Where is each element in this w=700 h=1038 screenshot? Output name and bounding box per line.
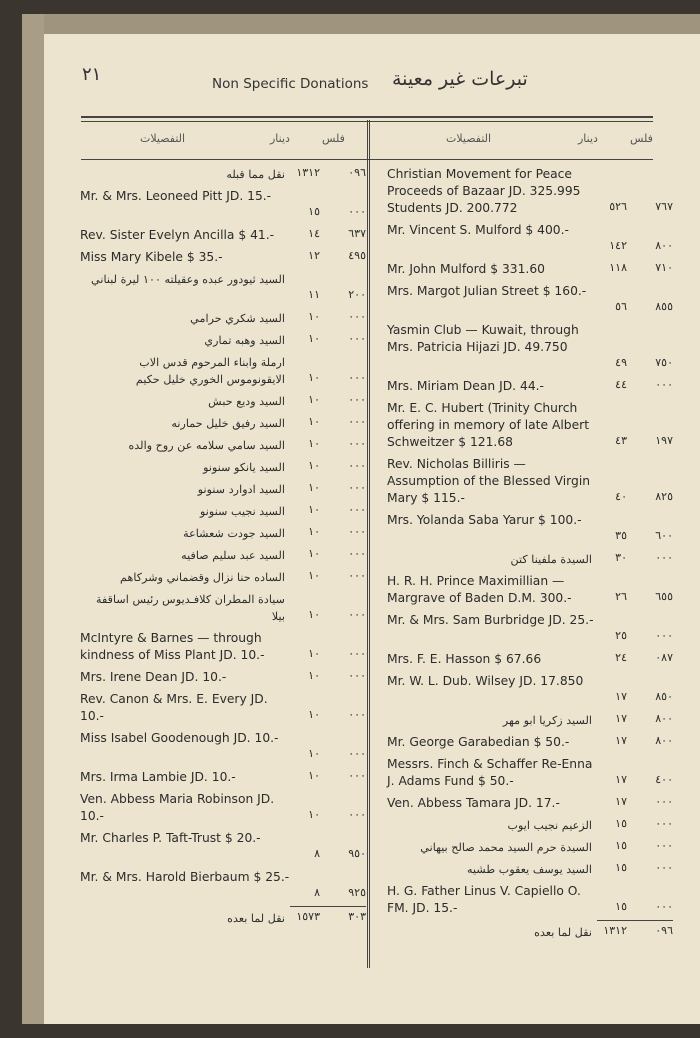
donor-label: Rev. Canon & Mrs. E. Every JD. 10.-: [80, 692, 268, 723]
dinar-amount: ١٠: [308, 393, 320, 406]
dinar-amount: ١٤٢: [609, 239, 627, 252]
dinar-amount: ٣٥: [615, 529, 627, 542]
donor-label: Mrs. Miriam Dean JD. 44.-: [387, 379, 544, 393]
left-header-dinar: دينار: [578, 132, 598, 145]
donor-label: السيد ثيودور عبده وعقيلته ١٠٠ ليرة لبناني: [91, 273, 285, 286]
fils-amount: ٠٠٠: [348, 669, 366, 682]
donation-row: [387, 261, 675, 278]
dinar-amount: ١٠: [308, 647, 320, 660]
donor-label: Mr. W. L. Dub. Wilsey JD. 17.850: [387, 674, 584, 688]
donation-row: [387, 400, 675, 451]
header-rule-thick: [81, 116, 653, 118]
donation-row: [387, 551, 675, 568]
donation-row: [387, 283, 675, 317]
fils-amount: ٨٥٥: [655, 300, 673, 313]
donation-row: [80, 459, 368, 476]
donation-row: [80, 730, 368, 764]
dinar-amount: ١٠: [308, 569, 320, 582]
donor-label: Yasmin Club — Kuwait, through Mrs. Patricia Hijazi JD. 49.750: [387, 323, 579, 354]
donation-row: [80, 830, 368, 864]
dinar-amount: ١٥: [615, 900, 627, 913]
dinar-amount: ١٧: [615, 795, 627, 808]
dinar-amount: ١٠: [308, 332, 320, 345]
donor-label: H. G. Father Linus V. Capiello O. FM. JD. 15.-: [387, 884, 581, 915]
donor-label: السيد يوسف يعقوب طشيه: [466, 863, 592, 876]
donor-label: السيد عبد سليم صافيه: [181, 549, 285, 562]
donation-row: [387, 222, 675, 256]
dinar-amount: ١٠: [308, 525, 320, 538]
total-dinar: ١٣١٢: [603, 924, 627, 937]
fils-amount: ٠٩٦: [348, 166, 366, 179]
donor-label: Mrs. Irene Dean JD. 10.-: [80, 670, 227, 684]
book-spine: [22, 14, 45, 1024]
dinar-amount: ١٠: [308, 415, 320, 428]
fils-amount: ٠٠٠: [348, 769, 366, 782]
fils-amount: ٠٠٠: [348, 647, 366, 660]
dinar-amount: ١٠: [308, 371, 320, 384]
fils-amount: ٠٠٠: [655, 378, 673, 391]
fils-amount: ٨٠٠: [655, 712, 673, 725]
donor-label: Mrs. Irma Lambie JD. 10.-: [80, 770, 236, 784]
donor-label: السيد زكريا ابو مهر: [502, 714, 592, 727]
dinar-amount: ١٠: [308, 808, 320, 821]
carried-forward-row: [387, 924, 675, 941]
donor-label: Mr. & Mrs. Harold Bierbaum $ 25.-: [80, 870, 290, 884]
donor-label: Rev. Sister Evelyn Ancilla $ 41.-: [80, 228, 275, 242]
donation-row: [80, 791, 368, 825]
fils-amount: ٠٠٠: [348, 569, 366, 582]
total-fils: ٣٠٣: [348, 910, 366, 923]
donor-label: السيد ادوارد سنونو: [197, 483, 285, 496]
donation-row: [387, 573, 675, 607]
donor-label: Mr. & Mrs. Sam Burbridge JD. 25.-: [387, 613, 594, 627]
dinar-amount: ١٠: [308, 747, 320, 760]
page-number: ٢١: [82, 64, 102, 85]
donation-row: [80, 354, 368, 388]
fils-amount: ٠٠٠: [348, 310, 366, 323]
donation-row: [80, 310, 368, 327]
fils-amount: ٩٥٠: [348, 847, 366, 860]
donor-label: Ven. Abbess Tamara JD. 17.-: [387, 796, 560, 810]
fils-amount: ٠٠٠: [348, 371, 366, 384]
fils-amount: ٢٠٠: [348, 288, 366, 301]
dinar-amount: ١٣١٢: [296, 166, 320, 179]
donor-label: Mrs. F. E. Hasson $ 67.66: [387, 652, 542, 666]
fils-amount: ٠٠٠: [348, 332, 366, 345]
donor-label: Mr. Vincent S. Mulford $ 400.-: [387, 223, 569, 237]
donation-row: [80, 415, 368, 432]
dinar-amount: ٥٢٦: [609, 200, 627, 213]
donation-row: [387, 839, 675, 856]
dinar-amount: ١٠: [308, 310, 320, 323]
dinar-amount: ٥٦: [615, 300, 627, 313]
donation-row: [80, 630, 368, 664]
donor-label: Messrs. Finch & Schaffer Re-Enna J. Adams Fund $ 50.-: [387, 757, 593, 788]
donation-row: [80, 669, 368, 686]
right-header-details: التفصيلات: [140, 132, 186, 145]
donation-row: [387, 651, 675, 668]
dinar-amount: ١٧: [615, 712, 627, 725]
page-title-english: Non Specific Donations: [212, 76, 369, 92]
fils-amount: ٠٠٠: [655, 817, 673, 830]
donor-label: السيدة حرم السيد محمد صالح بيهاني: [420, 841, 592, 854]
ledger-page: [44, 14, 700, 1024]
total-dinar: ١٥٧٣: [296, 910, 320, 923]
fils-amount: ٠٠٠: [655, 629, 673, 642]
dinar-amount: ١٠: [308, 481, 320, 494]
donation-row: [80, 525, 368, 542]
total-rule: [597, 920, 673, 921]
dinar-amount: ١٠: [308, 459, 320, 472]
donor-label: السيد يانكو سنونو: [203, 461, 285, 474]
donation-row: [80, 769, 368, 786]
fils-amount: ٨٥٠: [655, 690, 673, 703]
fils-amount: ٠٠٠: [655, 861, 673, 874]
fils-amount: ٨٠٠: [655, 734, 673, 747]
donation-row: [80, 437, 368, 454]
page-top-edge: [44, 14, 700, 34]
donor-label: Mr. John Mulford $ 331.60: [387, 262, 545, 276]
donor-label: Christian Movement for Peace Proceeds of Bazaar JD. 325.995 Students JD. 200.772: [387, 167, 581, 215]
fils-amount: ٠٠٠: [655, 795, 673, 808]
donation-row: [80, 332, 368, 349]
donation-row: [387, 817, 675, 834]
donor-label: Rev. Nicholas Billiris — Assumption of the Blessed Virgin Mary $ 115.-: [387, 457, 591, 505]
donation-row: [387, 883, 675, 917]
donation-row: [387, 795, 675, 812]
fils-amount: ٠٠٠: [348, 437, 366, 450]
fils-amount: ٨٢٥: [655, 490, 673, 503]
donor-label: السيد سامي سلامه عن روح والده: [128, 439, 285, 452]
dinar-amount: ١٠: [308, 669, 320, 682]
donor-label: Mr. & Mrs. Leoneed Pitt JD. 15.-: [80, 189, 272, 203]
donation-row: [387, 756, 675, 790]
donation-row: [80, 249, 368, 266]
fils-amount: ٠٠٠: [348, 393, 366, 406]
dinar-amount: ١١: [308, 288, 320, 301]
carried-forward-label: نقل لما بعده: [534, 926, 592, 939]
dinar-amount: ٨: [314, 847, 320, 860]
dinar-amount: ١٠: [308, 437, 320, 450]
fils-amount: ٠٨٧: [655, 651, 673, 664]
fils-amount: ٩٢٥: [348, 886, 366, 899]
donor-label: Miss Mary Kibele $ 35.-: [80, 250, 223, 264]
donation-row: [387, 378, 675, 395]
right-header-fils: فلس: [322, 132, 345, 145]
donation-row: [387, 712, 675, 729]
donor-label: Mr. George Garabedian $ 50.-: [387, 735, 570, 749]
donor-label: السيد رفيق خليل حمارنه: [171, 417, 285, 430]
fils-amount: ٠٠٠: [655, 839, 673, 852]
fils-amount: ٨٠٠: [655, 239, 673, 252]
dinar-amount: ٤٣: [615, 434, 627, 447]
fils-amount: ٦٥٥: [655, 590, 673, 603]
fils-amount: ٠٠٠: [348, 547, 366, 560]
fils-amount: ٠٠٠: [348, 525, 366, 538]
dinar-amount: ١٠: [308, 708, 320, 721]
dinar-amount: ١٧: [615, 690, 627, 703]
donor-label: نقل مما قبله: [226, 168, 285, 181]
fils-amount: ٦٠٠: [655, 529, 673, 542]
carried-forward-row: [80, 910, 368, 927]
fils-amount: ٤٠٠: [655, 773, 673, 786]
fils-amount: ٦٣٧: [348, 227, 366, 240]
donation-row: [80, 227, 368, 244]
donation-row: [80, 503, 368, 520]
donation-row: [387, 512, 675, 546]
donor-label: H. R. H. Prince Maximillian — Margrave of Baden D.M. 300.-: [387, 574, 572, 605]
dinar-amount: ١٤: [308, 227, 320, 240]
donor-label: السيدة ملفينا كتن: [510, 553, 592, 566]
dinar-amount: ١٢: [308, 249, 320, 262]
dinar-amount: ١٥: [615, 817, 627, 830]
donation-row: [387, 322, 675, 373]
dinar-amount: ٤٩: [615, 356, 627, 369]
dinar-amount: ١٥: [615, 861, 627, 874]
donor-label: السيد جودت شعشاعة: [183, 527, 285, 540]
dinar-amount: ١٥: [308, 205, 320, 218]
fils-amount: ٠٠٠: [348, 481, 366, 494]
donor-label: Ven. Abbess Maria Robinson JD. 10.-: [80, 792, 275, 823]
dinar-amount: ١٧: [615, 773, 627, 786]
dinar-amount: ١٠: [308, 608, 320, 621]
donor-label: سيادة المطران كلافـديوس رئيس اساقفة بيلا: [96, 593, 285, 623]
fils-amount: ٠٠٠: [348, 503, 366, 516]
donor-label: ارملة وابناء المرحوم قدس الاب الايقونوموس الخوري خليل حكيم: [135, 356, 285, 386]
donation-row: [80, 547, 368, 564]
fils-amount: ٠٠٠: [348, 747, 366, 760]
donor-label: السيد وديع حبش: [208, 395, 285, 408]
fils-amount: ٠٠٠: [348, 808, 366, 821]
page-title-arabic: تبرعات غير معينة: [392, 68, 528, 90]
fils-amount: ١٩٧: [655, 434, 673, 447]
donation-row: [80, 591, 368, 625]
total-fils: ٠٩٦: [655, 924, 673, 937]
donor-label: الزعيم نجيب ايوب: [507, 819, 592, 832]
donation-row: [80, 481, 368, 498]
donation-row: [80, 869, 368, 903]
donation-row: [80, 569, 368, 586]
donation-row: [387, 861, 675, 878]
fils-amount: ٠٠٠: [348, 205, 366, 218]
donation-row: [80, 691, 368, 725]
dinar-amount: ١٠: [308, 547, 320, 560]
donor-label: السيد نجيب سنونو: [200, 505, 285, 518]
dinar-amount: ١٧: [615, 734, 627, 747]
donation-row: [80, 271, 368, 305]
fils-amount: ٠٠٠: [348, 608, 366, 621]
donor-label: Mr. Charles P. Taft-Trust $ 20.-: [80, 831, 261, 845]
total-rule: [290, 906, 366, 907]
donation-row: [387, 166, 675, 217]
donor-label: Miss Isabel Goodenough JD. 10.-: [80, 731, 279, 745]
donation-row: [80, 166, 368, 183]
dinar-amount: ٢٥: [615, 629, 627, 642]
dinar-amount: ٤٤: [615, 378, 627, 391]
dinar-amount: ٢٦: [615, 590, 627, 603]
fils-amount: ٠٠٠: [655, 900, 673, 913]
dinar-amount: ١٠: [308, 503, 320, 516]
donor-label: السيد وهبه تماري: [204, 334, 285, 347]
dinar-amount: ٢٤: [615, 651, 627, 664]
fils-amount: ٠٠٠: [348, 708, 366, 721]
donor-label: McIntyre & Barnes — through kindness of Miss Plant JD. 10.-: [80, 631, 265, 662]
dinar-amount: ٣٠: [615, 551, 627, 564]
donation-row: [80, 188, 368, 222]
donor-label: Mr. E. C. Hubert (Trinity Church offering in memory of late Albert Schweitzer $ 121.68: [387, 401, 590, 449]
dinar-amount: ١١٨: [609, 261, 627, 274]
donation-row: [80, 393, 368, 410]
fils-amount: ٧١٠: [655, 261, 673, 274]
fils-amount: ٠٠٠: [348, 459, 366, 472]
fils-amount: ٠٠٠: [655, 551, 673, 564]
dinar-amount: ٨: [314, 886, 320, 899]
dinar-amount: ١٥: [615, 839, 627, 852]
carried-forward-label: نقل لما بعده: [227, 912, 285, 925]
donor-label: السيد شكري حرامي: [190, 312, 285, 325]
left-header-details: التفصيلات: [446, 132, 492, 145]
donation-row: [387, 612, 675, 646]
donor-label: الساده حنا نزال وقضماني وشركاهم: [120, 571, 285, 584]
fils-amount: ٧٥٠: [655, 356, 673, 369]
donation-row: [387, 673, 675, 707]
right-header-dinar: دينار: [270, 132, 290, 145]
fils-amount: ٧٦٧: [655, 200, 673, 213]
fils-amount: ٠٠٠: [348, 415, 366, 428]
dinar-amount: ١٠: [308, 769, 320, 782]
donor-label: Mrs. Margot Julian Street $ 160.-: [387, 284, 587, 298]
fils-amount: ٤٩٥: [348, 249, 366, 262]
left-header-fils: فلس: [630, 132, 653, 145]
donor-label: Mrs. Yolanda Saba Yarur $ 100.-: [387, 513, 582, 527]
donation-row: [387, 456, 675, 507]
donation-row: [387, 734, 675, 751]
dinar-amount: ٤٠: [615, 490, 627, 503]
